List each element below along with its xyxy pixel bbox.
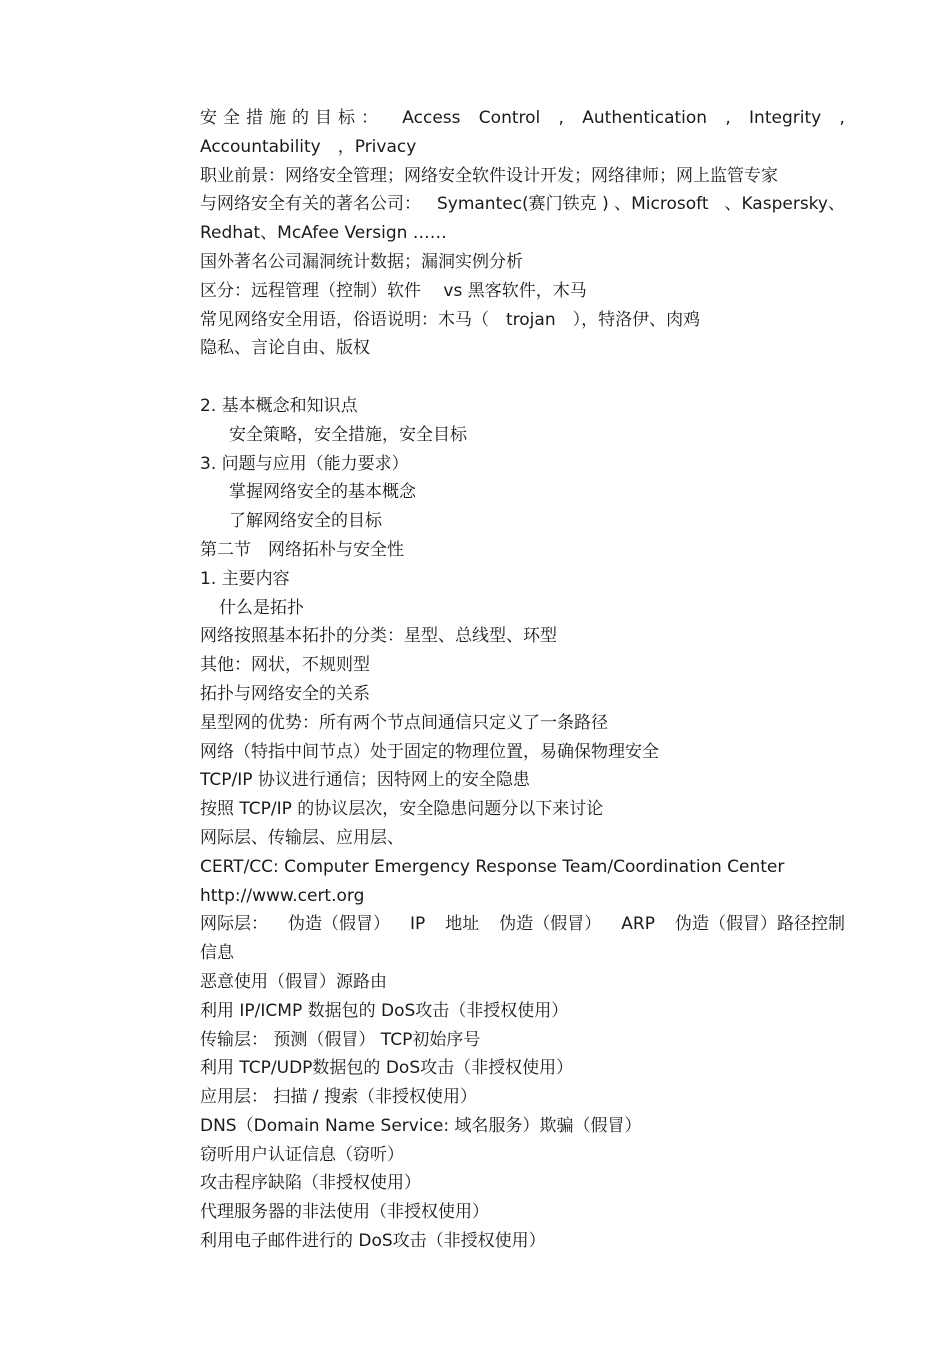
text-line: 隐私、言论自由、版权: [200, 338, 370, 359]
text-line: DNS（Domain Name Service: 域名服务）欺骗（假冒）: [200, 1115, 642, 1136]
text-line: 应用层： 扫描 / 搜索（非授权使用）: [200, 1087, 477, 1108]
text-line: 什么是拓扑: [219, 597, 304, 618]
text-segment: Integrity: [749, 108, 822, 128]
text-segment: 、Kaspersky、: [724, 194, 845, 215]
section-heading: 1. 主要内容: [200, 568, 290, 589]
text-line: 了解网络安全的目标: [229, 511, 382, 532]
text-line: 拓扑与网络安全的关系: [200, 683, 370, 704]
section-title: 第二节 网络拓朴与安全性: [200, 539, 404, 560]
text-segment: 伪造（假冒）路径控制: [674, 914, 845, 935]
text-line: 常见网络安全用语，俗语说明：木马（ trojan ），特洛伊、肉鸡: [200, 309, 701, 330]
text-segment: 地址: [445, 914, 480, 935]
text-line: 信息: [200, 943, 234, 964]
blank-line: [200, 363, 845, 392]
section-heading: 2. 基本概念和知识点: [200, 395, 358, 416]
text-line-network-layer: [200, 910, 845, 939]
text-line: 区分：远程管理（控制）软件 vs 黑客软件，木马: [200, 280, 587, 301]
text-line-security-goals: [200, 104, 845, 133]
text-line: 攻击程序缺陷（非授权使用）: [200, 1173, 421, 1194]
text-segment: ,: [558, 108, 564, 128]
url-text: http://www.cert.org: [200, 885, 365, 906]
text-segment: Control: [478, 108, 541, 128]
text-segment: 网际层：: [200, 914, 268, 935]
text-segment: Symantec(赛门铁克 ) 、Microsoft: [436, 194, 709, 215]
text-segment: IP: [410, 914, 426, 935]
section-heading: 3. 问题与应用（能力要求）: [200, 453, 409, 474]
text-line: 网络（特指中间节点）处于固定的物理位置，易确保物理安全: [200, 741, 659, 762]
text-segment: Authentication: [582, 108, 708, 128]
text-line: 利用 IP/ICMP 数据包的 DoS攻击（非授权使用）: [200, 1000, 569, 1021]
text-line: 其他：网状，不规则型: [200, 655, 370, 676]
text-line: 职业前景：网络安全管理；网络安全软件设计开发；网络律师；网上监管专家: [200, 165, 778, 186]
text-line: 代理服务器的非法使用（非授权使用）: [200, 1202, 489, 1223]
text-line: CERT/CC: Computer Emergency Response Team/Coordination Center: [200, 856, 785, 877]
text-line: TCP/IP 协议进行通信；因特网上的安全隐患: [200, 770, 530, 791]
text-segment: 安全措施的目标：: [200, 108, 384, 128]
text-segment: 伪造（假冒）: [288, 914, 390, 935]
text-line: 国外著名公司漏洞统计数据；漏洞实例分析: [200, 251, 523, 272]
text-line: Redhat、McAfee Versign ……: [200, 223, 447, 244]
text-line: 利用 TCP/UDP数据包的 DoS攻击（非授权使用）: [200, 1058, 574, 1079]
document-body: [200, 104, 845, 1256]
text-segment: ,: [725, 108, 731, 128]
text-segment: Access: [402, 108, 461, 128]
text-segment: 伪造（假冒）: [499, 914, 602, 935]
text-segment: ,: [839, 108, 845, 128]
text-line: 网络按照基本拓扑的分类：星型、总线型、环型: [200, 626, 557, 647]
text-line: 恶意使用（假冒）源路由: [200, 971, 387, 992]
text-line: 传输层： 预测（假冒） TCP初始序号: [200, 1029, 481, 1050]
text-line: 星型网的优势：所有两个节点间通信只定义了一条路径: [200, 712, 608, 733]
text-line: 安全策略，安全措施，安全目标: [229, 424, 467, 445]
text-segment: 与网络安全有关的著名公司：: [200, 194, 421, 215]
text-line: Accountability ，Privacy: [200, 136, 417, 157]
text-line: 按照 TCP/IP 的协议层次，安全隐患问题分以下来讨论: [200, 799, 604, 820]
text-segment: ARP: [621, 914, 655, 935]
text-line: 网际层、传输层、应用层、: [200, 827, 404, 848]
text-line: 窃听用户认证信息（窃听）: [200, 1144, 404, 1165]
text-line: 掌握网络安全的基本概念: [229, 482, 416, 503]
text-line-companies: [200, 190, 845, 219]
text-line: 利用电子邮件进行的 DoS攻击（非授权使用）: [200, 1231, 546, 1252]
